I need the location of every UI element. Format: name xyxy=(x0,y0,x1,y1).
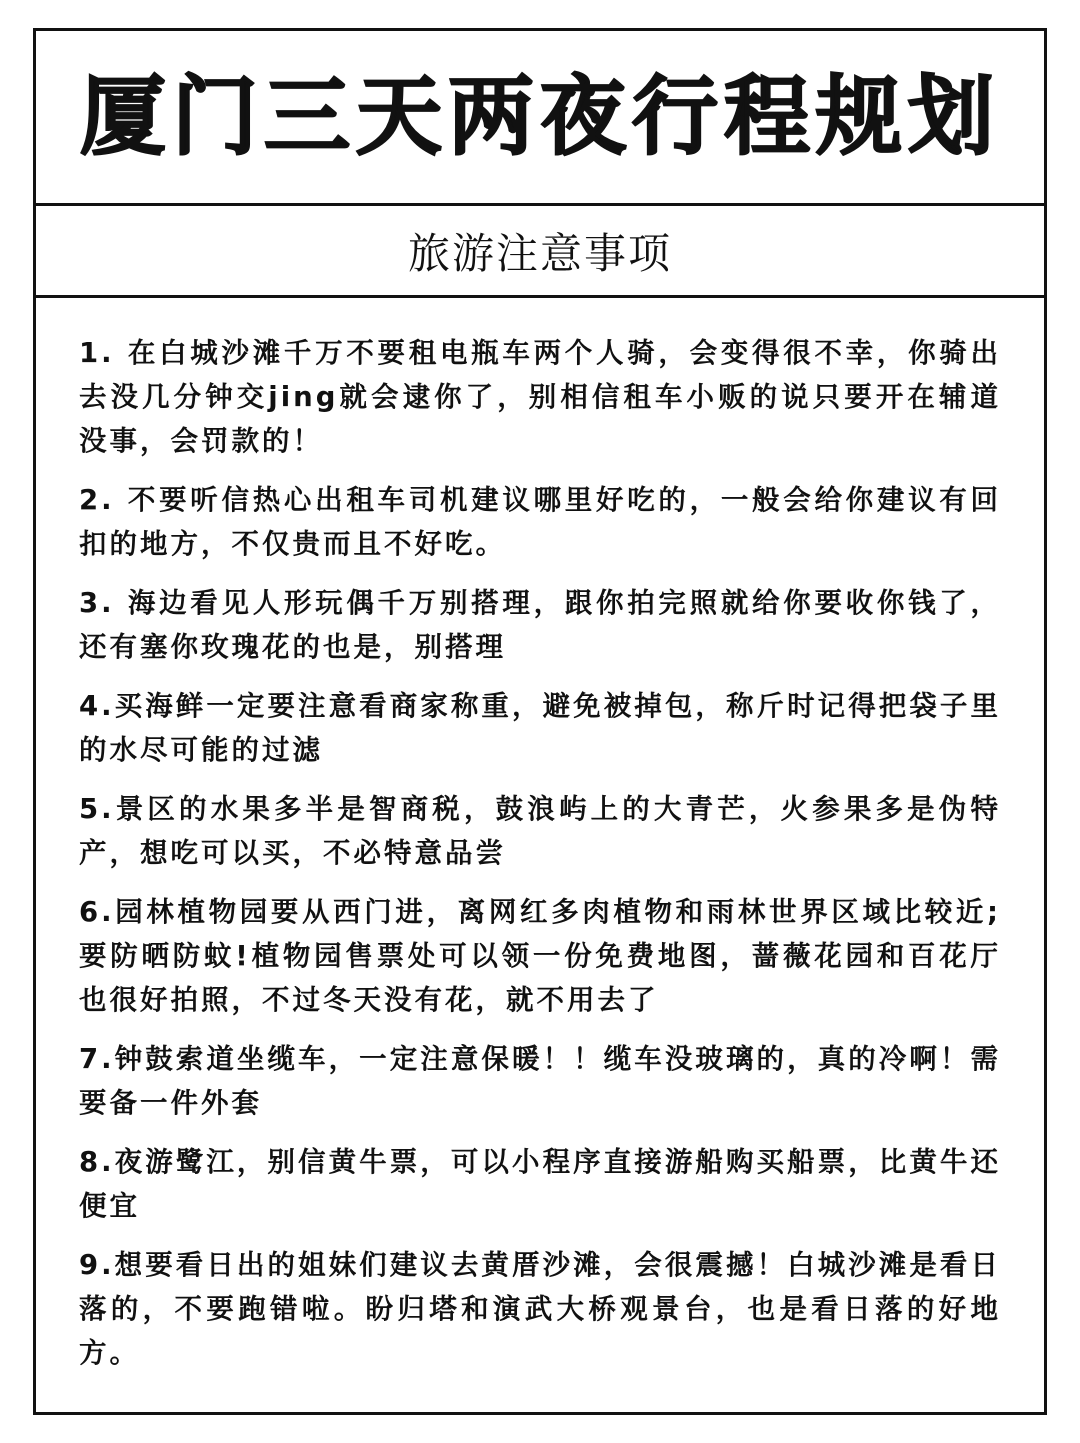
tip-item-6: 6.园林植物园要从西门进，离网红多肉植物和雨林世界区域比较近;要防晒防蚊!植物园售票处可以领一份免费地图，蔷薇花园和百花厅也很好拍照，不过冬天没有花，就不用去了 xyxy=(79,896,1001,1016)
subtitle-box xyxy=(36,206,1044,298)
page-title: 厦门三天两夜行程规划 xyxy=(80,67,1000,167)
tip-item-7: 7.钟鼓索道坐缆车，一定注意保暖！！缆车没玻璃的，真的冷啊！需要备一件外套 xyxy=(79,1043,1001,1119)
tip-item-9: 9.想要看日出的姐妹们建议去黄厝沙滩，会很震撼！白城沙滩是看日落的，不要跑错啦。盼归塔和演武大桥观景台，也是看日落的好地方。 xyxy=(79,1249,1001,1369)
section-subtitle: 旅游注意事项 xyxy=(407,228,672,278)
tip-item-3: 3. 海边看见人形玩偶千万别搭理，跟你拍完照就给你要收你钱了，还有塞你玫瑰花的也是，别搭理 xyxy=(79,587,1001,663)
tip-item-5: 5.景区的水果多半是智商税，鼓浪屿上的大青芒，火参果多是伪特产，想吃可以买，不必特意品尝 xyxy=(79,793,1001,869)
tip-item-8: 8.夜游鹭江，别信黄牛票，可以小程序直接游船购买船票，比黄牛还便宜 xyxy=(79,1146,1001,1222)
tips-list xyxy=(79,331,1001,1390)
tip-item-2: 2. 不要听信热心出租车司机建议哪里好吃的，一般会给你建议有回扣的地方，不仅贵而且不好吃。 xyxy=(79,484,1001,560)
tip-item-1: 1. 在白城沙滩千万不要租电瓶车两个人骑，会变得很不幸，你骑出去没几分钟交jing就会逮你了，别相信租车小贩的说只要开在辅道没事，会罚款的！ xyxy=(79,337,1001,457)
tip-item-4: 4.买海鲜一定要注意看商家称重，避免被掉包，称斤时记得把袋子里的水尽可能的过滤 xyxy=(79,690,1001,766)
title-box xyxy=(36,31,1044,206)
page-frame xyxy=(33,28,1047,1415)
